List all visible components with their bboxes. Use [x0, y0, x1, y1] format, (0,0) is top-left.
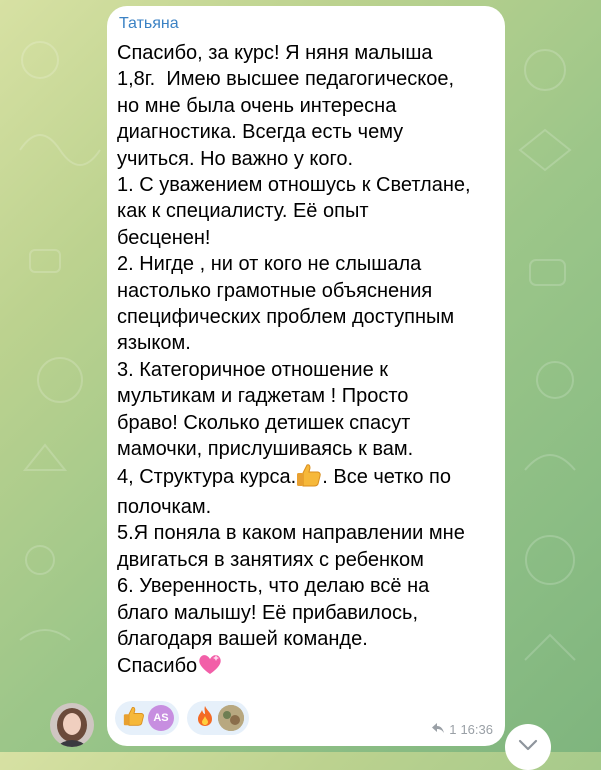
reaction-fire[interactable]: [187, 701, 249, 735]
message-line: благодаря вашей команде.: [117, 627, 368, 650]
reactor-avatar: AS: [148, 705, 174, 731]
message-line: 1. С уважением отношусь к Светлане,: [117, 174, 471, 197]
message-line: двигаться в занятиях с ребенком: [117, 548, 424, 571]
reply-arrow-icon: [431, 722, 445, 737]
thumbs-up-icon: [123, 705, 145, 732]
message-line: мамочки, прислушиваясь к вам.: [117, 438, 414, 461]
message-line: 6. Уверенность, что делаю всё на: [117, 575, 430, 598]
message-line: диагностика. Всегда есть чему: [117, 121, 404, 144]
reaction-thumbs-up[interactable]: [115, 701, 179, 735]
message-line: 3. Категоричное отношение к: [117, 358, 388, 381]
message-line-part: Спасибо: [117, 655, 198, 678]
message-line: мультикам и гаджетам ! Просто: [117, 385, 409, 408]
thumbs-up-emoji-icon: [296, 463, 322, 494]
fire-icon: [195, 705, 215, 732]
message-line: 1,8г. Имею высшее педагогическое,: [117, 68, 455, 91]
message-time: 16:36: [460, 722, 493, 737]
message-line: Спасибо, за курс! Я няня малыша: [117, 42, 433, 64]
scroll-down-button[interactable]: [505, 724, 551, 770]
message-line: 5.Я поняла в каком направлении мне: [117, 522, 465, 545]
sender-avatar[interactable]: [50, 703, 94, 747]
reactor-avatar: [218, 705, 244, 731]
message-line: как к специалисту. Её опыт: [117, 200, 369, 223]
message-line: бесценен!: [117, 226, 211, 249]
message-line-part: 4, Структура курса.: [117, 465, 297, 488]
sparkling-heart-emoji-icon: [197, 652, 223, 683]
message-text: [117, 40, 493, 684]
message-line: но мне была очень интересна: [117, 94, 397, 117]
message-line: 2. Нигде , ни от кого не слышала: [117, 253, 422, 276]
message-bubble[interactable]: [107, 6, 505, 746]
message-line: языком.: [117, 332, 191, 355]
message-meta: [431, 722, 493, 737]
message-line: благо малышу! Её прибавилось,: [117, 601, 419, 624]
reply-count[interactable]: 1: [449, 722, 457, 737]
message-line-with-emoji: [117, 463, 493, 494]
reactions-bar: [115, 701, 249, 735]
sender-name[interactable]: Татьяна: [119, 15, 179, 32]
message-line: настолько грамотные объяснения: [117, 279, 433, 302]
message-line-part: . Все четко по: [322, 465, 452, 488]
message-line-with-emoji: [117, 652, 493, 683]
message-line: полочкам.: [117, 495, 212, 518]
message-line: специфических проблем доступным: [117, 306, 455, 329]
message-line: браво! Сколько детишек спасут: [117, 411, 411, 434]
chevron-down-icon: [518, 738, 538, 756]
message-line: учиться. Но важно у кого.: [117, 147, 354, 170]
